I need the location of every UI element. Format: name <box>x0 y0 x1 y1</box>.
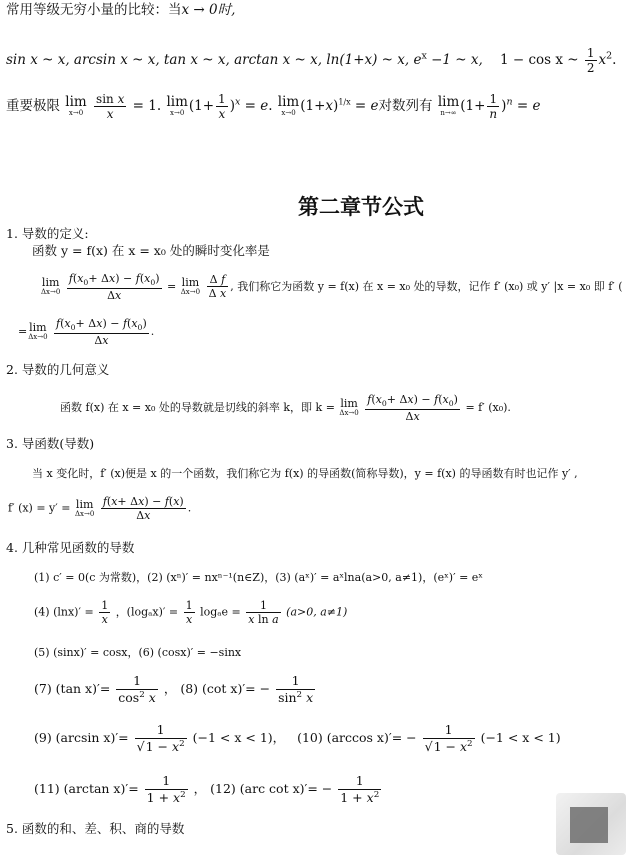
derivative-definition: lim Δx→0 $\frac{f(x_0+ \Delta x) - f(x_0)}{\Delta x}$ = lim Δx→0 $\frac{\text{Δ f}}{\text{Δ x}}$ , 我们称它为函数 y = f(x) 在 x = x₀ 处的导数，记作 f′ (x₀) 或 y′ |x = x₀ 即 f′ ( <box>41 272 623 302</box>
section-3-title: 3. 导函数(导数) <box>6 436 95 451</box>
blurred-patch <box>556 793 626 855</box>
formula-11-12: (11) (arctan x)′= $\frac{1}{1 + x^2}$ ， (12) (arc cot x)′= − $\frac{1}{1 + x^2}$ <box>34 773 380 805</box>
section-3-text: 当 x 变化时，f′ (x)便是 x 的一个函数，我们称它为 f(x) 的导函数(简称导数)，y = f(x) 的导函数有时也记作 y′ , <box>32 467 578 480</box>
section-4-title: 4. 几种常见函数的导数 <box>6 540 135 555</box>
section-1-title: 1. 导数的定义: <box>6 226 89 241</box>
formula-7-8: (7) (tan x)′= $\frac{1}{\cos^2 x}$ ， (8) (cot x)′= − $\frac{1}{\sin^2 x}$ <box>34 673 314 705</box>
geometric-meaning: 函数 f(x) 在 x = x₀ 处的导数就是切线的斜率 k，即 k = lim Δx→0 $\frac{f(x_0+ \Delta x) - f(x_0)}{\Delta x}$ = f′ (x₀). <box>60 393 511 423</box>
chapter-title: 第二章节公式 <box>298 195 424 219</box>
half-fraction: $\frac{1}{2}$ <box>586 46 595 75</box>
formula-9-10: (9) (arcsin x)′= $\frac{1}{√1 - x^2}$ (−1 < x < 1)， (10) (arccos x)′= − $\frac{1}{√1 - x^2}$ (−1 < x < 1) <box>34 722 561 754</box>
section-2-title: 2. 导数的几何意义 <box>6 362 110 377</box>
important-limits: 重要极限 lim x→0 $\frac{\text{sin x}}{x}$ = 1. lim x→0 (1+ $\frac{1}{x}$ )$^x$ = e. lim x→0 $(1+x)^{1/x} = e$对数列有 lim n→∞ (1+ $\frac{1}{n}$ )$^n$ = e <box>6 92 541 121</box>
equiv-intro: 常用等级无穷小量的比较：当x → 0时, <box>6 2 236 18</box>
formula-4: (4) (lnx)′ = $\frac{1}{x}$ ，(logₐx)′ = $\frac{1}{x}$ logₐe = $\frac{1}{\text{x ln a}}$ (a>0, a≠1) <box>34 599 348 626</box>
section-1-line: 函数 y = f(x) 在 x = x₀ 处的瞬时变化率是 <box>32 243 270 258</box>
formula-5-6: (5) (sinx)′ = cosx，(6) (cosx)′ = −sinx <box>34 646 242 659</box>
equiv-list: sin x ~ x, arcsin x ~ x, tan x ~ x, arctan x ~ x, ln(1+x) ~ x, $e^x -1$ ~ x, 1 − cos x ~ $\frac{1}{2}$ $x^2$. <box>6 46 617 75</box>
derived-function-formula: f′ (x) = y′ = lim Δx→0 $\frac{f(x+ \Delta x) - f(x)}{\Delta x}$ . <box>8 495 192 522</box>
formula-1-3: (1) c′ = 0(c 为常数)，(2) (xⁿ)′ = nxⁿ⁻¹(n∈Z)，(3) (aˣ)′ = aˣlna(a>0, a≠1)，(eˣ)′ = eˣ <box>34 571 483 584</box>
section-5-title: 5. 函数的和、差、积、商的导数 <box>6 821 185 836</box>
derivative-definition-cont: = lim Δx→0 $\frac{f(x_0+ \Delta x) - f(x_0)}{\Delta x}$ . <box>18 317 155 347</box>
